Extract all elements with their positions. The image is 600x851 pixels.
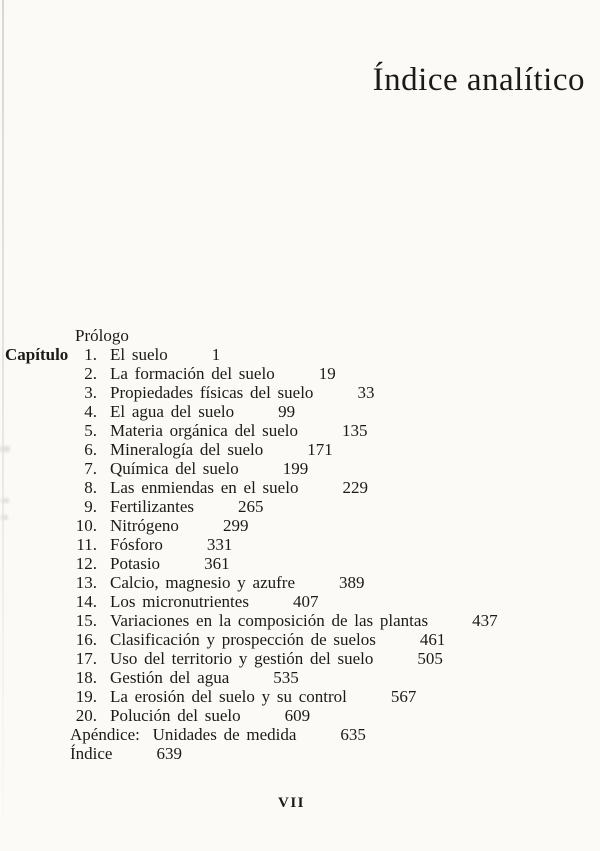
chapter-column-label — [5, 668, 63, 687]
toc-entry-row — [0, 706, 600, 725]
chapter-page-number: 229 — [342, 478, 368, 497]
chapter-number: 19. — [75, 687, 97, 706]
toc-entry-row — [0, 421, 600, 440]
chapter-number: 2. — [84, 364, 97, 383]
appendix-row — [0, 725, 600, 744]
chapter-column-label — [5, 421, 63, 440]
chapter-page-number: 535 — [273, 668, 299, 687]
toc-entry-row — [0, 497, 600, 516]
prologue-label: Prólogo — [75, 326, 129, 345]
chapter-number: 12. — [75, 554, 97, 573]
chapter-number: 5. — [84, 421, 97, 440]
toc-entry-row — [0, 383, 600, 402]
chapter-page-number: 1 — [211, 345, 221, 364]
chapter-page-number: 331 — [206, 535, 233, 554]
chapter-title: Los micronutrientes — [110, 592, 249, 611]
chapter-column-label — [5, 573, 63, 592]
appendix-page-number: 635 — [340, 725, 366, 744]
chapter-column-label — [5, 364, 63, 383]
toc-entry-row — [0, 687, 600, 706]
chapter-title: El suelo — [110, 345, 168, 364]
toc-entry-row — [0, 649, 600, 668]
appendix-title: Unidades de medida — [152, 725, 297, 744]
chapter-number: 1. — [84, 345, 97, 364]
chapter-column-label — [5, 687, 63, 706]
index-label: Índice — [70, 744, 113, 763]
chapter-page-number: 199 — [282, 459, 309, 478]
toc-entry-row — [0, 516, 600, 535]
chapter-title: Gestión del agua — [110, 668, 230, 687]
toc-entry-row — [0, 592, 600, 611]
chapter-column-label — [5, 459, 63, 478]
chapter-number: 20. — [75, 706, 97, 725]
toc-entry-row — [0, 440, 600, 459]
chapter-page-number: 407 — [292, 592, 319, 611]
chapter-number: 14. — [75, 592, 97, 611]
chapter-page-number: 135 — [341, 421, 368, 440]
chapter-title: La formación del suelo — [110, 364, 275, 383]
chapter-column-label: Capítulo — [5, 345, 69, 364]
chapter-column-label — [5, 535, 63, 554]
chapter-title: Fósforo — [110, 535, 163, 554]
toc-entry-row — [0, 478, 600, 497]
chapter-page-number: 99 — [278, 402, 296, 421]
chapter-page-number: 19 — [318, 364, 336, 383]
chapter-number: 10. — [75, 516, 97, 535]
toc-entries — [0, 345, 600, 725]
chapter-page-number: 505 — [417, 649, 443, 668]
chapter-column-label — [5, 478, 63, 497]
chapter-title: Variaciones en la composición de las plantas — [110, 611, 429, 630]
chapter-number: 7. — [84, 459, 97, 478]
table-of-contents — [0, 326, 600, 763]
chapter-title: Química del suelo — [110, 459, 239, 478]
toc-entry-row — [0, 554, 600, 573]
chapter-number: 9. — [84, 497, 97, 516]
chapter-number: 16. — [75, 630, 97, 649]
toc-entry-row — [0, 630, 600, 649]
chapter-title: La erosión del suelo y su control — [110, 687, 347, 706]
chapter-title: Propiedades físicas del suelo — [110, 383, 314, 402]
chapter-title: Mineralogía del suelo — [110, 440, 264, 459]
chapter-page-number: 33 — [357, 383, 375, 402]
chapter-column-label — [5, 611, 63, 630]
chapter-title: Uso del territorio y gestión del suelo — [110, 649, 374, 668]
toc-entry-row — [0, 668, 600, 687]
index-page-number: 639 — [156, 744, 182, 763]
chapter-page-number: 461 — [419, 630, 446, 649]
chapter-page-number: 389 — [339, 573, 365, 592]
chapter-column-label — [5, 706, 63, 725]
chapter-page-number: 567 — [390, 687, 417, 706]
appendix-label: Apéndice: — [70, 725, 140, 744]
chapter-number: 6. — [84, 440, 97, 459]
chapter-page-number: 265 — [238, 497, 264, 516]
chapter-number: 8. — [84, 478, 97, 497]
chapter-page-number: 437 — [472, 611, 498, 630]
chapter-title: Calcio, magnesio y azufre — [110, 573, 295, 592]
chapter-column-label — [5, 383, 63, 402]
toc-entry-row — [0, 345, 600, 364]
chapter-column-label — [5, 554, 63, 573]
chapter-page-number: 171 — [307, 440, 333, 459]
chapter-page-number: 609 — [284, 706, 311, 725]
chapter-number: 13. — [75, 573, 97, 592]
chapter-number: 4. — [84, 402, 97, 421]
chapter-column-label — [5, 649, 63, 668]
chapter-column-label — [5, 516, 63, 535]
chapter-number: 18. — [75, 668, 97, 687]
toc-entry-row — [0, 459, 600, 478]
chapter-number: 11. — [76, 535, 97, 554]
page-number: VII — [277, 795, 305, 811]
toc-entry-row — [0, 573, 600, 592]
prologue-row — [0, 326, 600, 345]
chapter-column-label — [5, 440, 63, 459]
chapter-title: Materia orgánica del suelo — [110, 421, 298, 440]
toc-entry-row — [0, 535, 600, 554]
toc-entry-row — [0, 611, 600, 630]
index-row — [0, 744, 600, 763]
toc-entry-row — [0, 402, 600, 421]
chapter-number: 17. — [75, 649, 97, 668]
chapter-title: Nitrógeno — [110, 516, 179, 535]
chapter-column-label — [5, 402, 63, 421]
chapter-column-label — [5, 592, 63, 611]
chapter-page-number: 299 — [222, 516, 249, 535]
chapter-title: El agua del suelo — [110, 402, 235, 421]
chapter-title: Fertilizantes — [110, 497, 195, 516]
toc-entry-row — [0, 364, 600, 383]
chapter-column-label — [5, 630, 63, 649]
chapter-title: Potasio — [110, 554, 161, 573]
chapter-number: 15. — [75, 611, 97, 630]
chapter-title: Polución del suelo — [110, 706, 241, 725]
chapter-number: 3. — [84, 383, 97, 402]
chapter-title: Las enmiendas en el suelo — [110, 478, 299, 497]
page-title: Índice analítico — [372, 62, 585, 98]
chapter-page-number: 361 — [204, 554, 230, 573]
chapter-column-label — [5, 497, 63, 516]
chapter-title: Clasificación y prospección de suelos — [110, 630, 376, 649]
